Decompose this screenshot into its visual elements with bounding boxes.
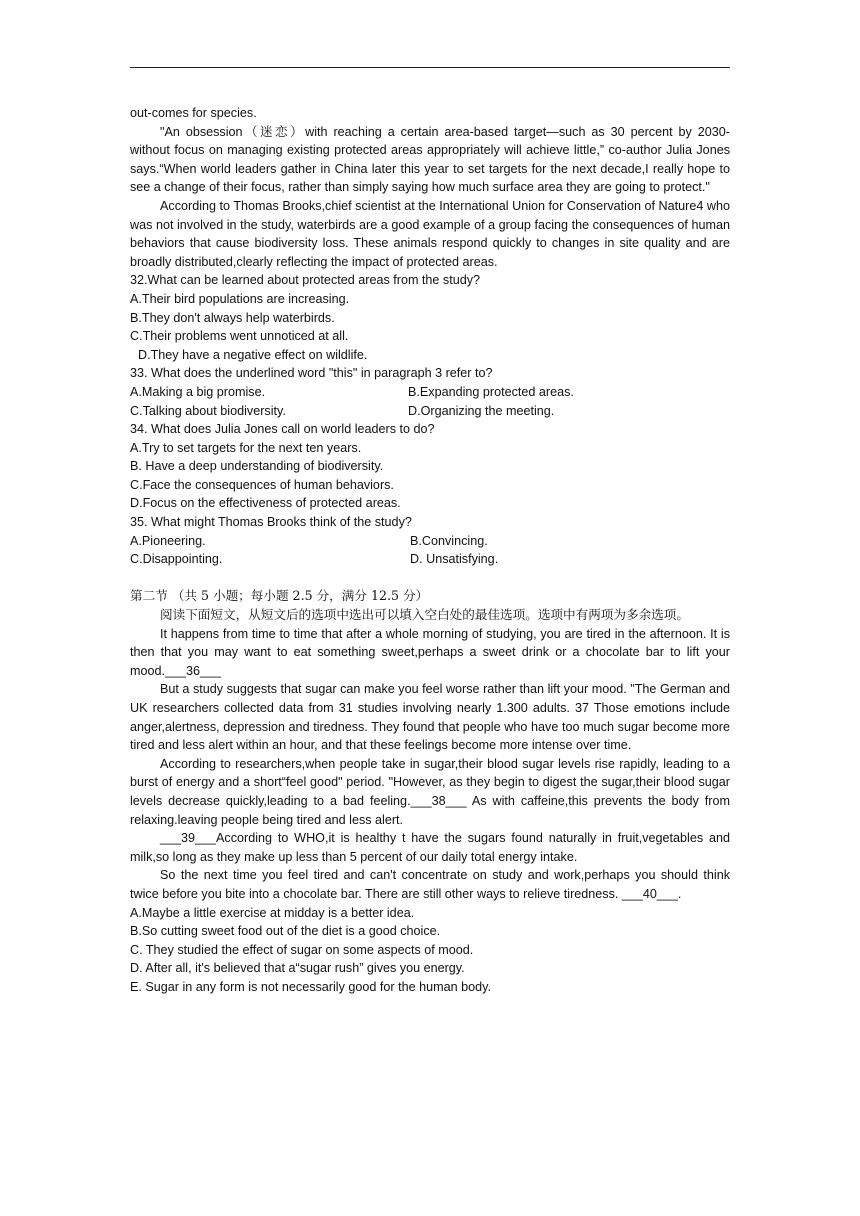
blank-option-e: E. Sugar in any form is not necessarily good for the human body. — [130, 979, 491, 994]
document-body — [130, 104, 730, 997]
q35-option-c: C.Disappointing. — [130, 552, 223, 567]
q34-option-a: A.Try to set targets for the next ten years. — [130, 440, 362, 455]
q33-option-d: D.Organizing the meeting. — [408, 403, 555, 418]
q32-option-b: B.They don't always help waterbirds. — [130, 310, 335, 325]
q32-option-d: D.They have a negative effect on wildlife. — [138, 347, 368, 362]
blank-option-c: C. They studied the effect of sugar on some aspects of mood. — [130, 942, 474, 957]
section-2-heading: 第二节 （共 5 小题；每小题 2.5 分，满分 12.5 分） — [130, 588, 429, 604]
passage-paragraph-1: It happens from time to time that after a whole morning of studying, you are tired in the afternoon. It is then that you may want to eat something sweet,perhaps a sweet drink or a chocolate bar to lift your mood.___36___ — [130, 626, 730, 678]
question-34: 34. What does Julia Jones call on world leaders to do? — [130, 422, 435, 437]
question-35: 35. What might Thomas Brooks think of the study? — [130, 515, 412, 530]
blank-option-a: A.Maybe a little exercise at midday is a better idea. — [130, 905, 415, 920]
paragraph-julia-jones-quote: "An obsession（迷恋）with reaching a certain area-based target—such as 30 percent by 2030-without focus on managing existing protected areas appropriately will achieve little,” co-author Julia Jones says.“When world leaders gather in China later this year to set targets for the next decade,I really hope to see a change of their focus, rather than simply saying how much surface area they are going to protect." — [130, 124, 730, 195]
section-2-instruction: 阅读下面短文，从短文后的选项中选出可以填入空白处的最佳选项。选项中有两项为多余选项。 — [160, 607, 689, 623]
q34-option-b: B. Have a deep understanding of biodiversity. — [130, 459, 384, 474]
q32-option-c: C.Their problems went unnoticed at all. — [130, 329, 349, 344]
q35-option-b: B.Convincing. — [410, 533, 488, 548]
passage-paragraph-5: So the next time you feel tired and can't concentrate on study and work,perhaps you should think twice before you bite into a chocolate bar. There are still other ways to relieve tiredness. ___40___. — [130, 868, 730, 901]
q33-options-row-2 — [130, 402, 730, 421]
section-spacer — [130, 569, 730, 588]
q34-option-c: C.Face the consequences of human behaviors. — [130, 477, 394, 492]
passage-paragraph-3: According to researchers,when people take in sugar,their blood sugar levels rise rapidly, leading to a burst of energy and a short“feel good" period. "However, as they begin to digest the sugar,their blood sugar levels decrease quickly,leading to a bad feeling.___38___ As with caffeine,this prevents the body from relaxing.leaving people being tired and less alert. — [130, 756, 730, 827]
passage-paragraph-4: ___39___According to WHO,it is healthy t have the sugars found naturally in fruit,vegetables and milk,so long as they make up less than 5 percent of our daily total energy intake. — [130, 831, 730, 864]
q33-options-row-1 — [130, 383, 730, 402]
passage-paragraph-2: But a study suggests that sugar can make you feel worse rather than lift your mood. "The German and UK researchers collected data from 31 studies involving nearly 1.300 adults. 37 Those emotions include anger,alertness, depression and tiredness. They found that people who have too much sugar become more tired and less alert within an hour, and that these feelings become more intense over time. — [130, 682, 730, 753]
header-rule — [130, 67, 730, 68]
q35-options-row-2 — [130, 550, 730, 569]
q33-option-b: B.Expanding protected areas. — [408, 384, 574, 399]
blank-option-b: B.So cutting sweet food out of the diet is a good choice. — [130, 924, 441, 939]
q35-option-d: D. Unsatisfying. — [410, 552, 499, 567]
q34-option-d: D.Focus on the effectiveness of protected areas. — [130, 496, 401, 511]
q35-option-a: A.Pioneering. — [130, 533, 206, 548]
blank-option-d: D. After all, it's believed that a“sugar rush” gives you energy. — [130, 961, 465, 976]
question-33: 33. What does the underlined word "this" in paragraph 3 refer to? — [130, 366, 493, 381]
question-32: 32.What can be learned about protected areas from the study? — [130, 273, 481, 288]
q35-options-row-1 — [130, 532, 730, 551]
paragraph-continuation: out-comes for species. — [130, 106, 257, 120]
q32-option-a: A.Their bird populations are increasing. — [130, 291, 350, 306]
paragraph-thomas-brooks: According to Thomas Brooks,chief scientist at the International Union for Conservation of Nature4 who was not involved in the study, waterbirds are a good example of a group facing the consequences of human behaviors that cause biodiversity loss. These animals respond quickly to changes in site quality and are broadly distributed,clearly reflecting the impact of protected areas. — [130, 198, 730, 269]
q33-option-c: C.Talking about biodiversity. — [130, 403, 286, 418]
q33-option-a: A.Making a big promise. — [130, 384, 266, 399]
